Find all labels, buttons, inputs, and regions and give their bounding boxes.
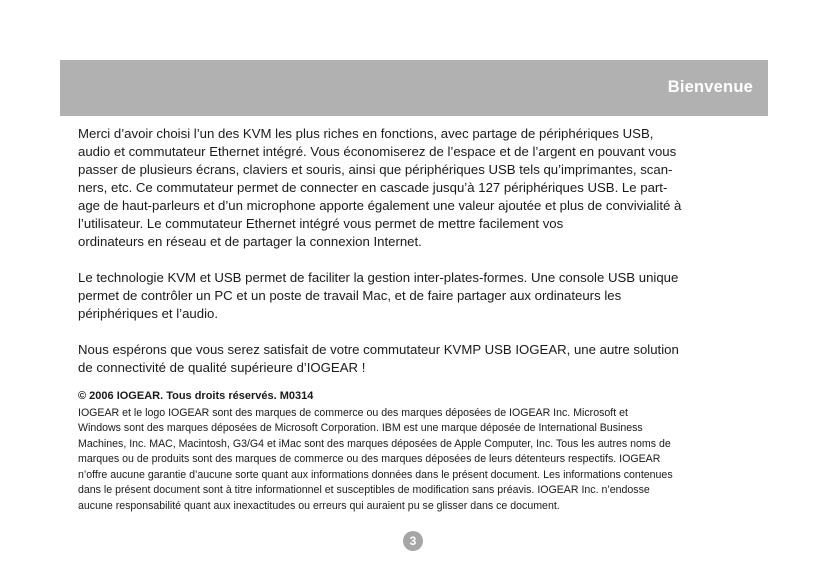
- legal-line: marques ou de produits sont des marques de commerce ou des marques déposées de leurs détenteurs respectifs. IOGEAR: [78, 453, 661, 465]
- copyright-heading: © 2006 IOGEAR. Tous droits réservés. M0314: [78, 390, 314, 402]
- legal-line: IOGEAR et le logo IOGEAR sont des marques de commerce ou des marques déposées de IOGEAR Inc. Microsoft et: [78, 406, 628, 419]
- paragraph-line: de connectivité de qualité supérieure d’IOGEAR !: [78, 360, 366, 375]
- main-body: [78, 125, 758, 395]
- section-title: Bienvenue: [667, 78, 753, 96]
- paragraph-line: age de haut-parleurs et d’un microphone apporte également une valeur ajoutée et plus de convivialité à: [78, 198, 682, 213]
- legal-notice: [78, 389, 758, 514]
- intro-paragraph-2: [78, 269, 758, 323]
- paragraph-line: passer de plusieurs écrans, claviers et souris, ainsi que périphériques USB tels qu’imprimantes, scan-: [78, 162, 673, 177]
- legal-line: dans le présent document sont à titre informationnel et susceptibles de modification sans préavis. IOGEAR Inc. n’endosse: [78, 484, 650, 496]
- paragraph-line: l’utilisateur. Le commutateur Ethernet intégré vous permet de mettre facilement vos: [78, 216, 564, 231]
- intro-paragraph-3: [78, 341, 758, 377]
- paragraph-line: Nous espérons que vous serez satisfait de votre commutateur KVMP USB IOGEAR, une autre solution: [78, 342, 679, 357]
- paragraph-line: permet de contrôler un PC et un poste de travail Mac, et de faire partager aux ordinateurs les: [78, 288, 622, 303]
- paragraph-line: Le technologie KVM et USB permet de faciliter la gestion inter-plates-formes. Une console USB unique: [78, 270, 679, 285]
- paragraph-line: ordinateurs en réseau et de partager la connexion Internet.: [78, 234, 422, 249]
- paragraph-line: ners, etc. Ce commutateur permet de connecter en cascade jusqu’à 127 périphériques USB. Le part-: [78, 180, 668, 195]
- legal-line: aucune responsabilité quant aux inexactitudes ou erreurs qui auraient pu se glisser dans ce document.: [78, 499, 560, 512]
- paragraph-line: périphériques et l’audio.: [78, 306, 219, 321]
- legal-line: Machines, Inc. MAC, Macintosh, G3/G4 et iMac sont des marques déposées de Apple Computer, Inc. Tous les autres noms de: [78, 437, 671, 450]
- legal-line: Windows sont des marques déposées de Microsoft Corporation. IBM est une marque déposée de International Business: [78, 422, 643, 434]
- paragraph-line: Merci d’avoir choisi l’un des KVM les plus riches en fonctions, avec partage de périphériques USB,: [78, 126, 654, 141]
- page-number-badge: 3: [403, 531, 423, 551]
- legal-line: n’offre aucune garantie d’aucune sorte quant aux informations données dans le présent document. Les informations contenues: [78, 468, 673, 481]
- section-header-bar: [60, 60, 768, 116]
- intro-paragraph-1: [78, 125, 758, 251]
- paragraph-line: audio et commutateur Ethernet intégré. Vous économiserez de l’espace et de l’argent en pouvant vous: [78, 144, 677, 159]
